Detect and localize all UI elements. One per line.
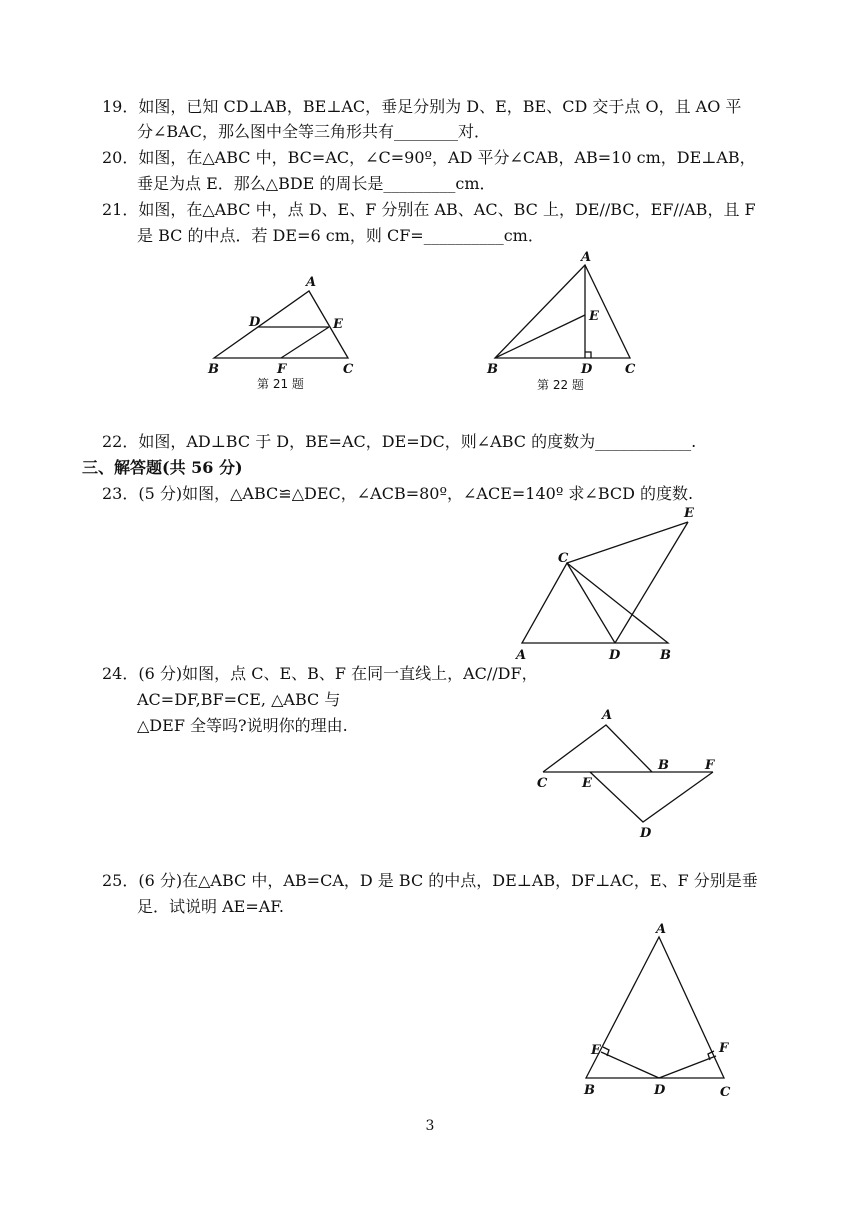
page-number: 3 xyxy=(425,1118,435,1134)
figure-24 xyxy=(530,705,730,845)
fig23-segment-de xyxy=(615,522,688,643)
q23-line1 xyxy=(102,482,693,506)
fig25-label-c: C xyxy=(720,1085,731,1100)
q20-line1 xyxy=(102,146,756,170)
q22-number: 22． xyxy=(102,432,139,451)
fig22-label-b: B xyxy=(487,362,498,377)
fig24-label-f: F xyxy=(705,758,715,773)
fig21-caption: 第 21 题 xyxy=(257,377,304,391)
q25-line1 xyxy=(102,869,758,893)
fig22-label-e: E xyxy=(589,309,599,324)
fig24-label-e: E xyxy=(582,776,592,791)
fig21-label-e: E xyxy=(333,317,343,332)
q25-line2: 足．试说明 AE=AF. xyxy=(137,897,284,916)
fig25-segment-de xyxy=(601,1052,659,1078)
fig22-label-d: D xyxy=(581,362,593,377)
figure-23 xyxy=(510,505,710,667)
q23-number: 23． xyxy=(102,484,139,503)
q23-text1: (5 分)如图，△ABC≌△DEC，∠ACB=80º，∠ACE=140º 求∠BCD 的度数. xyxy=(138,484,694,503)
fig23-triangle-abc xyxy=(522,563,668,643)
q19-line2: 分∠BAC，那么图中全等三角形共有________对． xyxy=(137,122,490,141)
fig21-label-c: C xyxy=(343,362,354,377)
q24-line1 xyxy=(102,662,538,686)
fig24-triangle-abc xyxy=(543,725,652,772)
fig21-label-f: F xyxy=(277,362,287,377)
fig21-label-b: B xyxy=(208,362,219,377)
q22-text1: 如图，AD⊥BC 于 D，BE=AC，DE=DC，则∠ABC 的度数为____________. xyxy=(138,432,697,451)
fig25-label-a: A xyxy=(656,922,667,937)
q21-line2: 是 BC 的中点．若 DE=6 cm，则 CF=__________cm． xyxy=(137,226,544,245)
fig24-label-b: B xyxy=(658,758,669,773)
q22-line1 xyxy=(102,430,696,454)
q20-text1: 如图，在△ABC 中，BC=AC，∠C=90º，AD 平分∠CAB，AB=10 cm，DE⊥AB， xyxy=(138,148,756,167)
fig23-segment-ce xyxy=(567,522,688,563)
fig25-triangle-abc xyxy=(586,937,724,1078)
fig25-label-f: F xyxy=(719,1041,729,1056)
section-3-heading: 三、解答题(共 56 分) xyxy=(82,458,243,477)
q25-number: 25． xyxy=(102,871,139,890)
fig25-label-d: D xyxy=(654,1083,666,1098)
q19-number: 19． xyxy=(102,97,139,116)
q25-text1: (6 分)在△ABC 中，AB=CA，D 是 BC 的中点，DE⊥AB，DF⊥AC，E、F 分别是垂 xyxy=(138,871,758,890)
q24-number: 24． xyxy=(102,664,139,683)
q24-line3: △DEF 全等吗?说明你的理由. xyxy=(137,716,348,735)
fig23-label-a: A xyxy=(516,648,527,663)
q19-line1 xyxy=(102,95,741,119)
figure-21 xyxy=(200,270,370,395)
fig24-label-a: A xyxy=(602,708,613,723)
fig22-right-angle-mark xyxy=(585,352,591,358)
fig23-label-b: B xyxy=(660,648,671,663)
figure-25 xyxy=(580,918,740,1103)
fig22-triangle-abc xyxy=(495,265,630,358)
fig25-segment-df xyxy=(659,1056,716,1078)
q24-line2: AC=DF,BF=CE, △ABC 与 xyxy=(137,690,341,709)
fig24-label-d: D xyxy=(640,826,652,841)
fig21-triangle-abc xyxy=(214,291,348,358)
fig23-label-c: C xyxy=(558,551,569,566)
fig25-label-e: E xyxy=(591,1043,601,1058)
fig24-triangle-def xyxy=(590,772,713,822)
fig22-caption: 第 22 题 xyxy=(537,378,584,392)
fig21-label-d: D xyxy=(249,315,261,330)
fig21-segment-ef xyxy=(281,327,329,358)
figure-22 xyxy=(485,250,645,395)
fig23-label-d: D xyxy=(609,648,621,663)
q21-line1 xyxy=(102,198,756,222)
fig22-label-a: A xyxy=(581,250,592,265)
q21-number: 21． xyxy=(102,200,139,219)
q19-text1: 如图，已知 CD⊥AB，BE⊥AC，垂足分别为 D、E，BE、CD 交于点 O，且 AO 平 xyxy=(138,97,742,116)
q20-line2: 垂足为点 E．那么△BDE 的周长是_________cm． xyxy=(137,174,496,193)
q20-number: 20． xyxy=(102,148,139,167)
fig21-label-a: A xyxy=(306,275,317,290)
fig25-label-b: B xyxy=(584,1083,595,1098)
fig23-segment-cd xyxy=(567,563,615,643)
q21-text1: 如图，在△ABC 中，点 D、E、F 分别在 AB、AC、BC 上，DE//BC，EF//AB，且 F xyxy=(138,200,756,219)
q24-text1: (6 分)如图，点 C、E、B、F 在同一直线上，AC//DF， xyxy=(138,664,538,683)
fig23-label-e: E xyxy=(684,506,694,521)
fig22-label-c: C xyxy=(625,362,636,377)
fig24-label-c: C xyxy=(537,776,548,791)
fig22-segment-be xyxy=(495,315,585,358)
